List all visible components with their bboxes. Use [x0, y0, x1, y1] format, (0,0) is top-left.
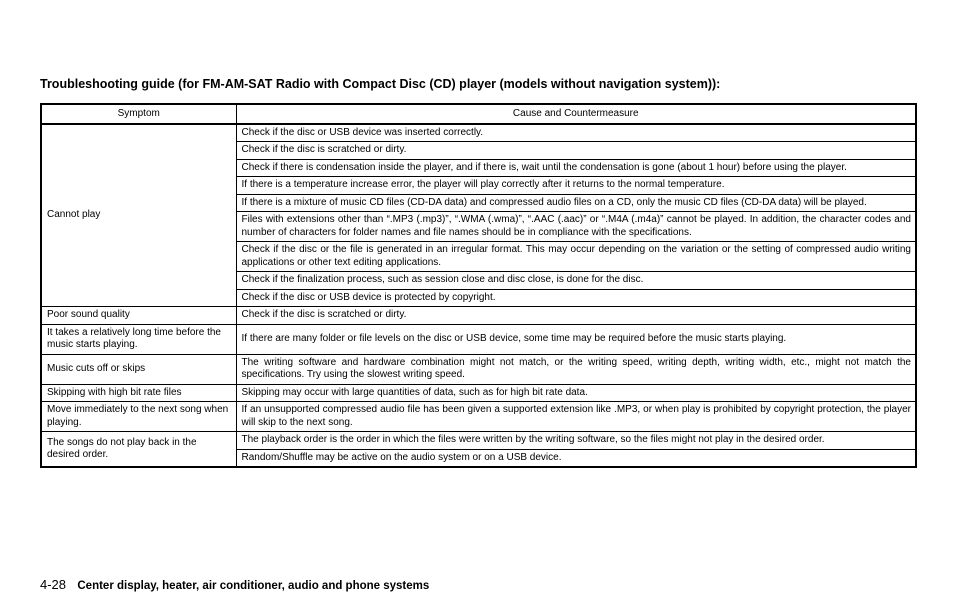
table-row [41, 384, 916, 402]
symptom-cell: Skipping with high bit rate files [41, 384, 236, 402]
symptom-cell: The songs do not play back in the desired order. [41, 432, 236, 468]
cause-cell: Random/Shuffle may be active on the audio system or on a USB device. [236, 449, 916, 467]
cause-cell: If there are many folder or file levels on the disc or USB device, some time may be required before the music starts playing. [236, 324, 916, 354]
cause-cell: The writing software and hardware combination might not match, or the writing speed, writing depth, writing width, etc., might not match the specifications. Try using the slowest writing speed. [236, 354, 916, 384]
table-header-row [41, 104, 916, 124]
cause-cell: If there is a temperature increase error, the player will play correctly after it returns to the normal temperature. [236, 177, 916, 195]
cause-cell: Skipping may occur with large quantities of data, such as for high bit rate data. [236, 384, 916, 402]
cause-cell: Files with extensions other than “.MP3 (.mp3)”, “.WMA (.wma)”, “.AAC (.aac)” or “.M4A (.m4a)” cannot be played. In addition, the character codes and number of characters for folder names and file names should be in compliance with the specifications. [236, 212, 916, 242]
cause-cell: Check if the disc or USB device is protected by copyright. [236, 289, 916, 307]
symptom-cell: It takes a relatively long time before the music starts playing. [41, 324, 236, 354]
table-body [41, 124, 916, 468]
cause-cell: Check if there is condensation inside the player, and if there is, wait until the condensation is gone (about 1 hour) before using the player. [236, 159, 916, 177]
cause-cell: Check if the disc is scratched or dirty. [236, 307, 916, 325]
cause-cell: If there is a mixture of music CD files (CD-DA data) and compressed audio files on a CD, only the music CD files (CD-DA data) will be played. [236, 194, 916, 212]
table-row [41, 432, 916, 450]
cause-cell: Check if the disc or USB device was inserted correctly. [236, 124, 916, 142]
cause-cell: Check if the disc or the file is generated in an irregular format. This may occur depending on the variation or the setting of compressed audio writing applications or other text editing applications. [236, 242, 916, 272]
header-symptom: Symptom [41, 104, 236, 124]
header-cause: Cause and Countermeasure [236, 104, 916, 124]
table-row [41, 324, 916, 354]
footer-title: Center display, heater, air conditioner, audio and phone systems [77, 580, 430, 592]
page-number: 4-28 [40, 577, 67, 592]
section-heading: Troubleshooting guide (for FM-AM-SAT Radio with Compact Disc (CD) player (models without navigation system)): [40, 77, 721, 91]
cause-cell: The playback order is the order in which the files were written by the writing software, so the files might not play in the desired order. [236, 432, 916, 450]
table-row [41, 307, 916, 325]
symptom-cell: Poor sound quality [41, 307, 236, 325]
troubleshooting-table [40, 103, 917, 468]
symptom-cell: Music cuts off or skips [41, 354, 236, 384]
table-row [41, 402, 916, 432]
table-row [41, 124, 916, 142]
symptom-cell: Cannot play [41, 124, 236, 307]
page-footer [40, 577, 429, 592]
cause-cell: If an unsupported compressed audio file has been given a supported extension like .MP3, or when play is prohibited by copyright protection, the player will skip to the next song. [236, 402, 916, 432]
cause-cell: Check if the finalization process, such as session close and disc close, is done for the disc. [236, 272, 916, 290]
cause-cell: Check if the disc is scratched or dirty. [236, 142, 916, 160]
symptom-cell: Move immediately to the next song when playing. [41, 402, 236, 432]
table-row [41, 354, 916, 384]
